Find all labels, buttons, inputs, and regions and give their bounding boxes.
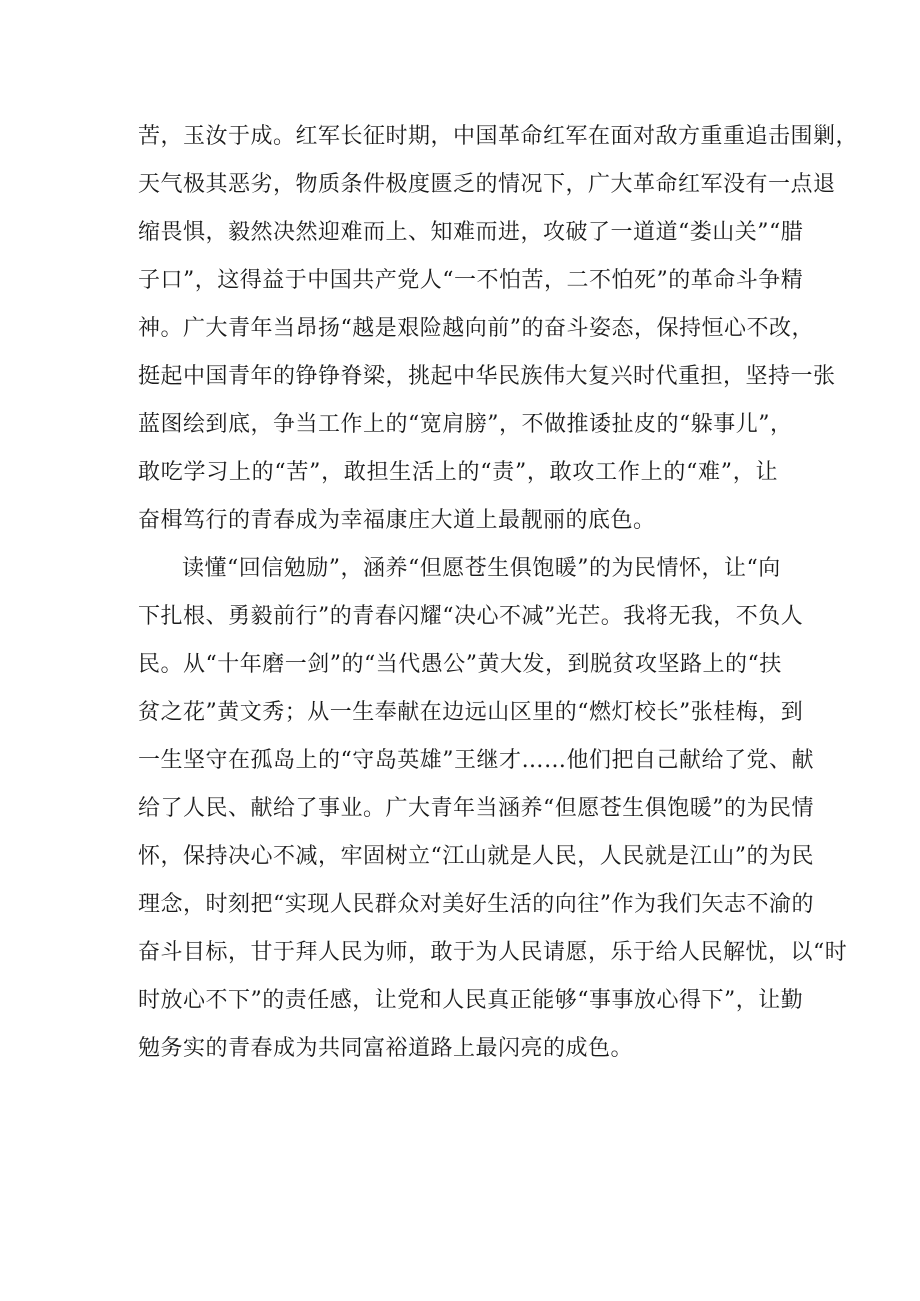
text-line: 苦，玉汝于成。红军长征时期，中国革命红军在面对敌方重重追击围剿， bbox=[138, 124, 859, 149]
text-line: 怀，保持决心不减，牢固树立“江山就是人民，人民就是江山”的为民 bbox=[138, 844, 814, 869]
text-line: 奋楫笃行的青春成为幸福康庄大道上最靓丽的底色。 bbox=[138, 508, 656, 533]
text-line: 下扎根、勇毅前行”的青春闪耀“决心不减”光芒。我将无我，不负人 bbox=[138, 604, 804, 629]
paragraph-1 bbox=[138, 113, 859, 545]
text-line: 一生坚守在孤岛上的“守岛英雄”王继才……他们把自己献给了党、献 bbox=[138, 748, 814, 773]
text-line: 神。广大青年当昂扬“越是艰险越向前”的奋斗姿态，保持恒心不改， bbox=[138, 316, 814, 341]
text-line: 挺起中国青年的铮铮脊梁，挑起中华民族伟大复兴时代重担，坚持一张 bbox=[138, 364, 836, 389]
text-line: 奋斗目标，甘于拜人民为师，敢于为人民请愿，乐于给人民解忧，以“时 bbox=[138, 940, 848, 965]
text-line: 时放心不下”的责任感，让党和人民真正能够“事事放心得下”，让勤 bbox=[138, 988, 804, 1013]
text-line: 天气极其恶劣，物质条件极度匮乏的情况下，广大革命红军没有一点退 bbox=[138, 172, 836, 197]
text-line: 读懂“回信勉励”，涵养“但愿苍生俱饱暖”的为民情怀，让“向 bbox=[182, 556, 781, 581]
text-line: 贫之花”黄文秀；从一生奉献在边远山区里的“燃灯校长”张桂梅，到 bbox=[138, 700, 804, 725]
text-line: 缩畏惧，毅然决然迎难而上、知难而进，攻破了一道道“娄山关”“腊 bbox=[138, 220, 804, 245]
body-text bbox=[138, 113, 859, 1073]
text-line: 民。从“十年磨一剑”的“当代愚公”黄大发，到脱贫攻坚路上的“扶 bbox=[138, 652, 782, 677]
text-line: 勉务实的青春成为共同富裕道路上最闪亮的成色。 bbox=[138, 1036, 634, 1061]
paragraph-2 bbox=[138, 545, 848, 1073]
text-line: 敢吃学习上的“苦”，敢担生活上的“责”，敢攻工作上的“难”，让 bbox=[138, 460, 778, 485]
text-line: 子口”，这得益于中国共产党人“一不怕苦，二不怕死”的革命斗争精 bbox=[138, 268, 804, 293]
text-line: 蓝图绘到底，争当工作上的“宽肩膀”，不做推诿扯皮的“躲事儿”， bbox=[138, 412, 793, 437]
text-line: 理念，时刻把“实现人民群众对美好生活的向往”作为我们矢志不渝的 bbox=[138, 892, 814, 917]
text-line: 给了人民、献给了事业。广大青年当涵养“但愿苍生俱饱暖”的为民情 bbox=[138, 796, 814, 821]
